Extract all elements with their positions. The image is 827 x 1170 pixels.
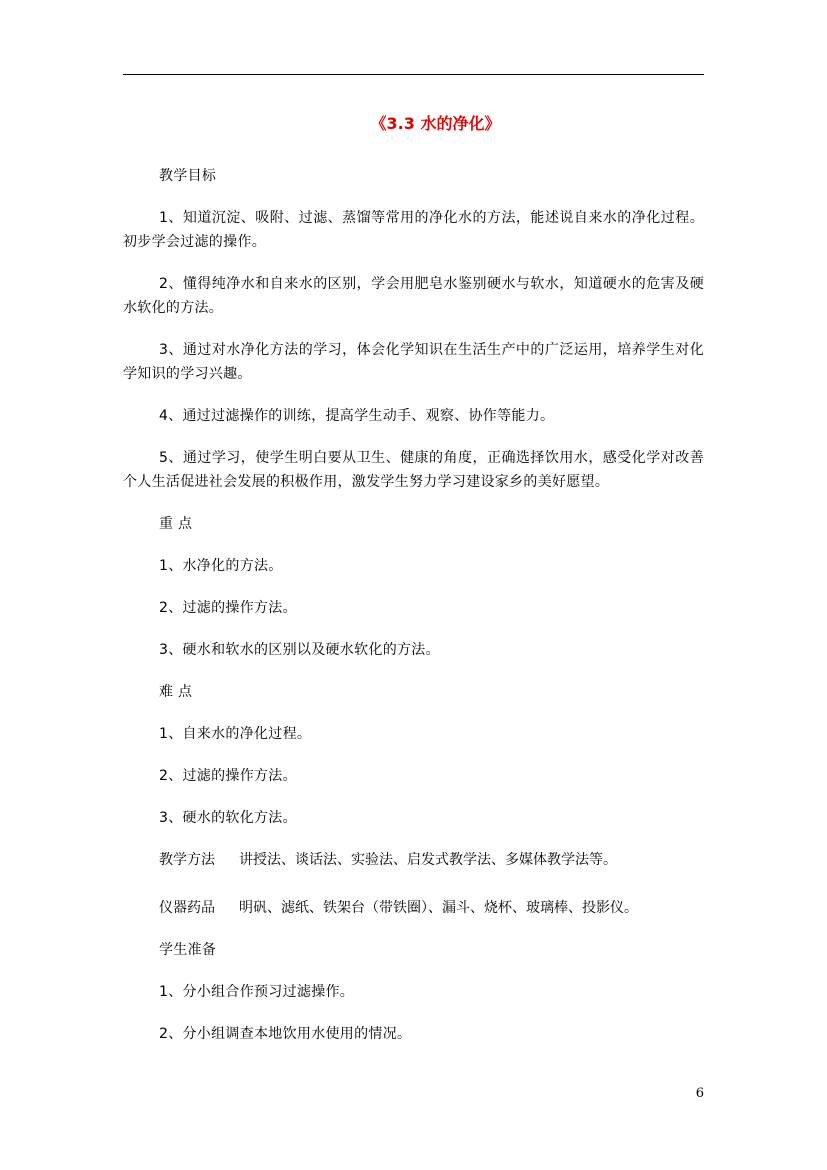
objective-item: 2、懂得纯净水和自来水的区别，学会用肥皂水鉴别硬水与软水，知道硬水的危害及硬水软化的方法。	[123, 276, 704, 316]
difficulty-item: 3、硬水的软化方法。	[159, 810, 297, 826]
section-heading-student-prep: 学生准备	[159, 942, 217, 958]
objective-item: 1、知道沉淀、吸附、过滤、蒸馏等常用的净化水的方法，能述说自来水的净化过程。初步学会过滤的操作。	[123, 210, 704, 250]
objective-item: 3、通过对水净化方法的学习，体会化学知识在生活生产中的广泛运用，培养学生对化学知识的学习兴趣。	[123, 342, 704, 382]
materials-label: 仪器药品	[159, 900, 215, 916]
document-body	[123, 164, 704, 1046]
key-point-item: 2、过滤的操作方法。	[159, 600, 297, 616]
student-prep-item: 2、分小组调查本地饮用水使用的情况。	[159, 1026, 412, 1042]
section-heading-key-points: 重 点	[159, 516, 193, 532]
key-point-item: 3、硬水和软水的区别以及硬水软化的方法。	[159, 642, 440, 658]
page-number: 6	[695, 1086, 704, 1101]
materials-row	[123, 896, 704, 920]
section-heading-objectives: 教学目标	[159, 168, 217, 184]
section-heading-difficulties: 难 点	[159, 684, 193, 700]
document-title: 《3.3 水的净化》	[370, 114, 501, 133]
key-point-item: 1、水净化的方法。	[159, 558, 283, 574]
student-prep-item: 1、分小组合作预习过滤操作。	[159, 984, 355, 1000]
teaching-methods-row	[123, 848, 704, 872]
difficulty-item: 1、自来水的净化过程。	[159, 726, 312, 742]
objective-item: 5、通过学习，使学生明白要从卫生、健康的角度，正确选择饮用水，感受化学对改善个人生活促进社会发展的积极作用，激发学生努力学习建设家乡的美好愿望。	[123, 450, 704, 490]
objective-item: 4、通过过滤操作的训练，提高学生动手、观察、协作等能力。	[159, 408, 555, 424]
header-rule	[123, 74, 704, 75]
materials-value: 明矾、滤纸、铁架台（带铁圈）、漏斗、烧杯、玻璃棒、投影仪。	[239, 900, 638, 916]
difficulty-item: 2、过滤的操作方法。	[159, 768, 297, 784]
teaching-methods-label: 教学方法	[159, 852, 215, 868]
teaching-methods-value: 讲授法、谈话法、实验法、启发式教学法、多媒体教学法等。	[239, 852, 617, 868]
